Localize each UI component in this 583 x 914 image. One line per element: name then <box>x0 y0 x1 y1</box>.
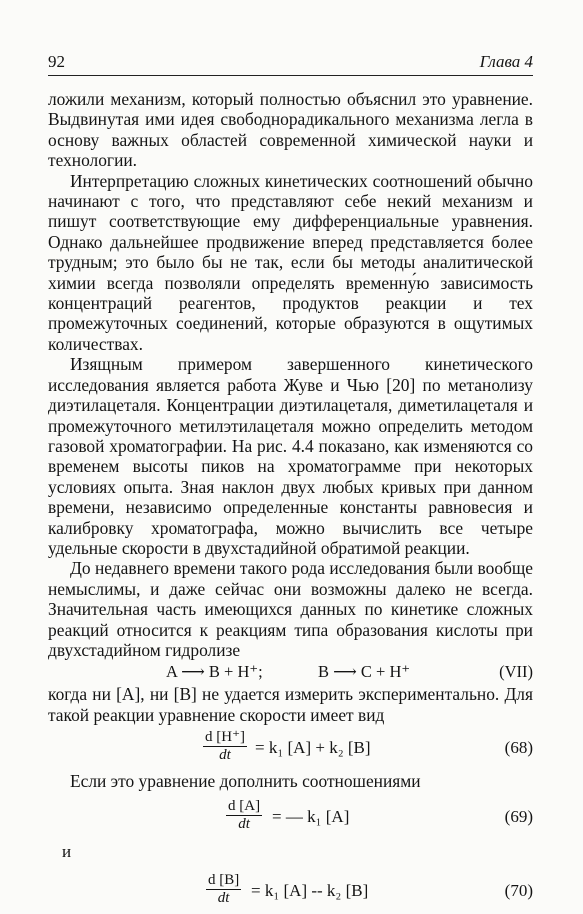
equation-rhs: = — k₁ [A] <box>272 806 350 826</box>
equation-rhs: = k₁ [A] -- k₂ [B] <box>251 880 369 900</box>
paragraph-5: когда ни [A], ни [B] не удается измерить экспериментально. Для такой реакции уравнение скорости имеет вид <box>48 684 533 725</box>
fraction <box>226 798 262 833</box>
fraction-numerator: d [B] <box>208 871 240 888</box>
paragraph-6: Если это уравнение дополнить соотношениями <box>70 771 421 792</box>
equation-number: (70) <box>504 880 533 900</box>
running-head: Глава 4 <box>479 52 533 71</box>
paragraph-2: Интерпретацию сложных кинетических соотношений обычно начинают с того, что представляют себе некий механизм и пишут соответствующие ему дифференциальные уравнения. Однако дальнейшее продвижение вперед представляется более трудным; это было бы не так, если бы методы аналитической химии всегда позволяли определять временну́ю зависимость концентраций реагентов, продуктов реакции и тех промежуточных соединений, которые образуются в ощутимых количествах. <box>48 170 533 354</box>
fraction-denominator: dt <box>219 747 231 764</box>
paragraph-3: Изящным примером завершенного кинетического исследования является работа Жуве и Чью [20] по метанолизу диэтилацеталя. Концентрации диэтилацеталя, диметилацеталя и промежуточного метилэтилацеталя можно определить методом газовой хроматографии. На рис. 4.4 показано, как изменяются со временем высоты пиков на хроматограмме при некоторых условиях опыта. Зная наклон двух любых кривых при данном времени, независимо определенные константы равновесия и калибровку хроматографа, можно вычислить все четыре удельные скорости в двухстадийной обратимой реакции. <box>48 354 533 558</box>
page-number: 92 <box>48 52 65 71</box>
page-header <box>48 52 533 74</box>
fraction <box>206 872 241 907</box>
fraction-numerator: d [A] <box>228 797 261 814</box>
fraction <box>203 729 247 764</box>
fraction-numerator: d [H⁺] <box>205 729 245 746</box>
equation-70 <box>48 868 533 914</box>
equation-number: (69) <box>504 806 533 826</box>
equation-rhs: = k₁ [A] + k₂ [B] <box>255 738 371 758</box>
header-rule <box>48 75 533 76</box>
reaction-step-2: B ⟶ C + H⁺ <box>318 662 411 682</box>
reaction-step-1: A ⟶ B + H⁺; <box>166 662 263 682</box>
paragraph-1: ложили механизм, который полностью объяснил это уравнение. Выдвинутая ими идея свободнорадикального механизма легла в основу важных областей современной химической науки и технологии. <box>48 89 533 171</box>
equation-number: (68) <box>504 738 533 758</box>
conjunction: и <box>62 841 72 861</box>
equation-69 <box>48 792 533 838</box>
conjunction-line <box>48 838 533 868</box>
reaction-scheme <box>48 660 533 684</box>
equation-68 <box>48 725 533 771</box>
paragraph-4: До недавнего времени такого рода исследования были вообще немыслимы, и даже сейчас они возможны далеко не всегда. Значительная часть имеющихся данных по кинетике сложных реакций относится к реакциям типа образования кислоты при двухстадийном гидролизе <box>48 558 533 660</box>
page-body <box>48 89 533 914</box>
fraction-denominator: dt <box>217 889 230 906</box>
fraction-denominator: dt <box>238 815 250 832</box>
reaction-number: (VII) <box>499 662 533 682</box>
